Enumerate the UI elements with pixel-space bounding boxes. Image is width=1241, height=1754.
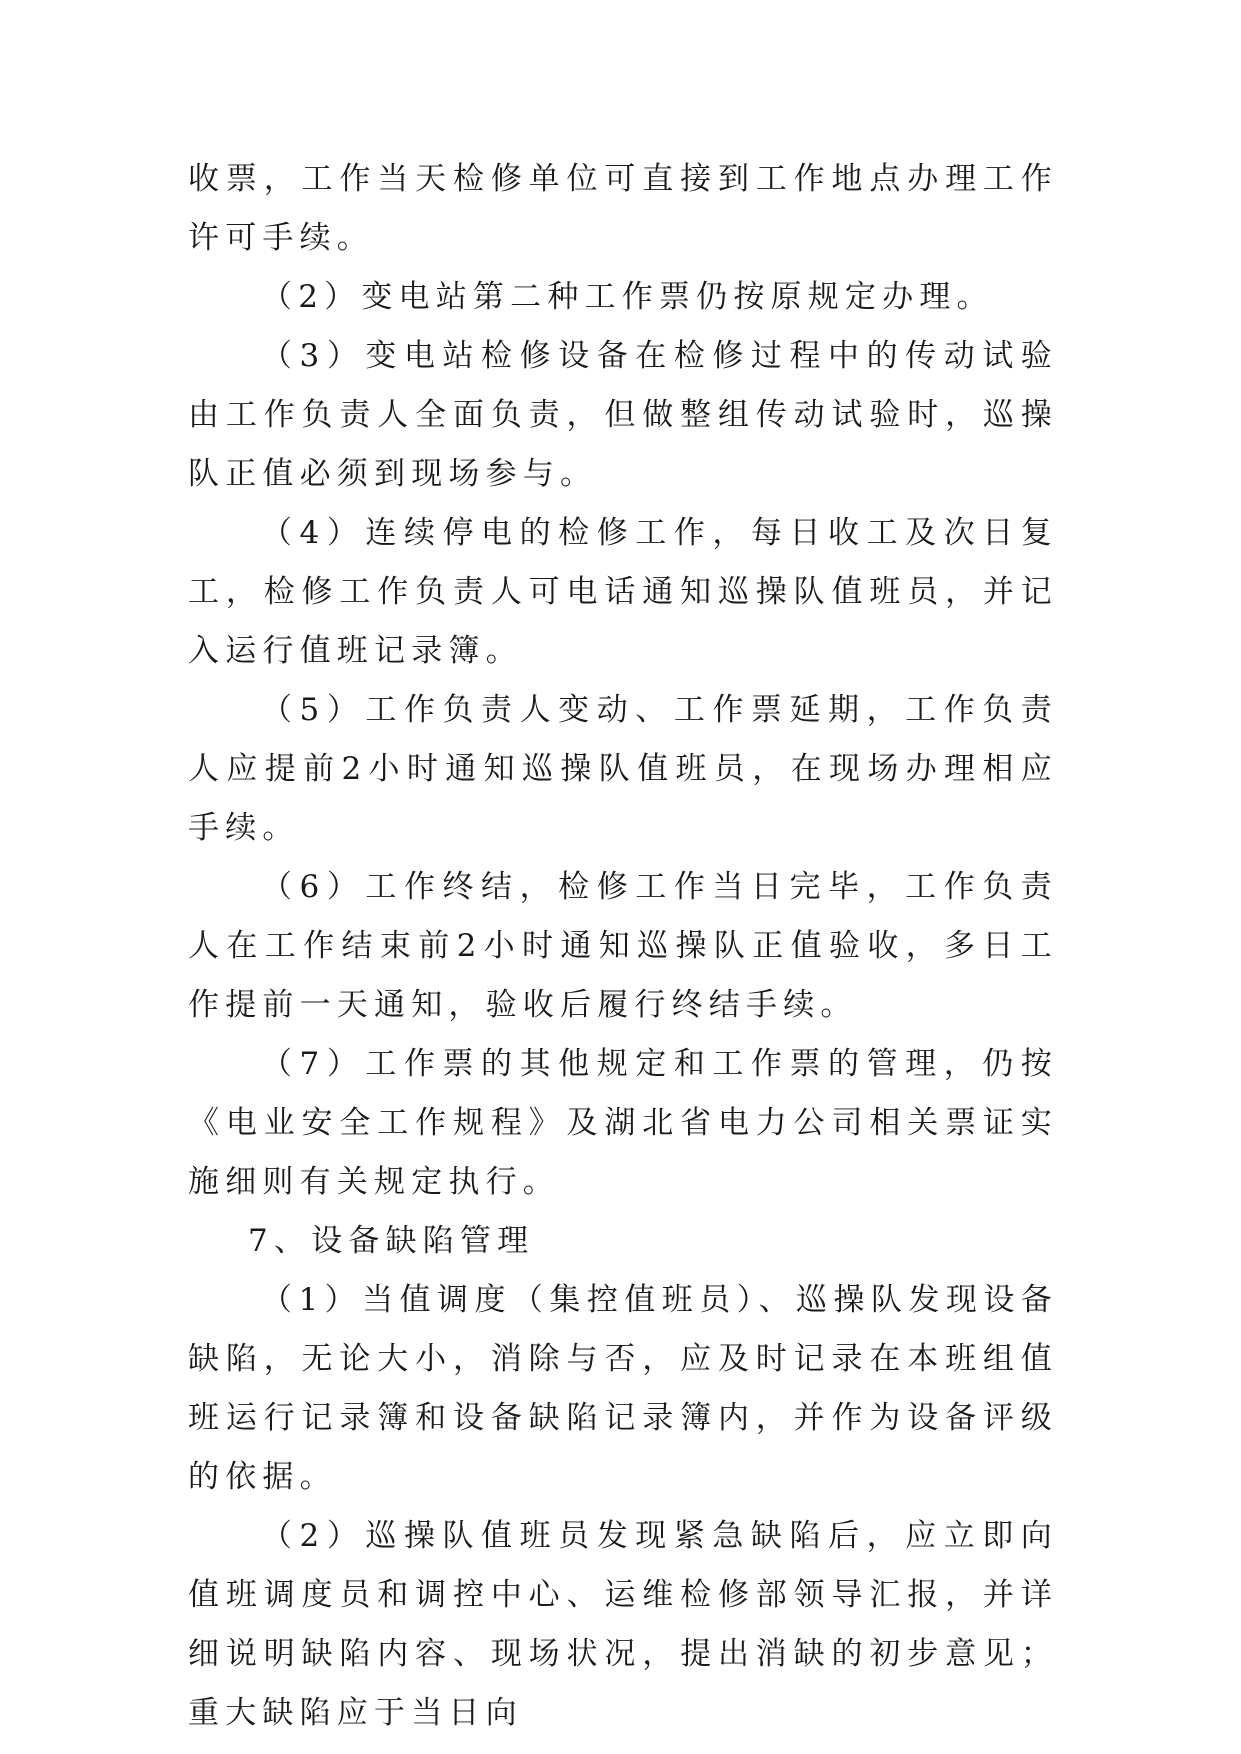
- paragraph-item-5: （5）工作负责人变动、工作票延期，工作负责人应提前2小时通知巡操队值班员，在现场办理相应手续。: [188, 692, 1058, 846]
- section-heading-defect-management: 7、设备缺陷管理: [248, 1223, 535, 1259]
- paragraph-item-4: （4）连续停电的检修工作，每日收工及次日复工，检修工作负责人可电话通知巡操队值班员，并记入运行值班记录簿。: [188, 515, 1058, 669]
- paragraph-defect-item-2: （2）巡操队值班员发现紧急缺陷后，应立即向值班调度员和调控中心、运维检修部领导汇报，并详细说明缺陷内容、现场状况，提出消缺的初步意见；重大缺陷应于当日向: [188, 1518, 1058, 1731]
- paragraph-item-2: （2）变电站第二种工作票仍按原规定办理。: [261, 279, 994, 315]
- paragraph-item-7: （7）工作票的其他规定和工作票的管理，仍按《电业安全工作规程》及湖北省电力公司相关票证实施细则有关规定执行。: [188, 1046, 1058, 1200]
- document-body: [188, 150, 1058, 1743]
- paragraph-item-6: （6）工作终结，检修工作当日完毕，工作负责人在工作结束前2小时通知巡操队正值验收，多日工作提前一天通知，验收后履行终结手续。: [188, 869, 1058, 1023]
- paragraph-item-3: （3）变电站检修设备在检修过程中的传动试验由工作负责人全面负责，但做整组传动试验时，巡操队正值必须到现场参与。: [188, 338, 1058, 492]
- paragraph-continuation: 收票，工作当天检修单位可直接到工作地点办理工作许可手续。: [188, 161, 1058, 256]
- paragraph-defect-item-1: （1）当值调度（集控值班员）、巡操队发现设备缺陷，无论大小，消除与否，应及时记录在本班组值班运行记录簿和设备缺陷记录簿内，并作为设备评级的依据。: [188, 1282, 1058, 1495]
